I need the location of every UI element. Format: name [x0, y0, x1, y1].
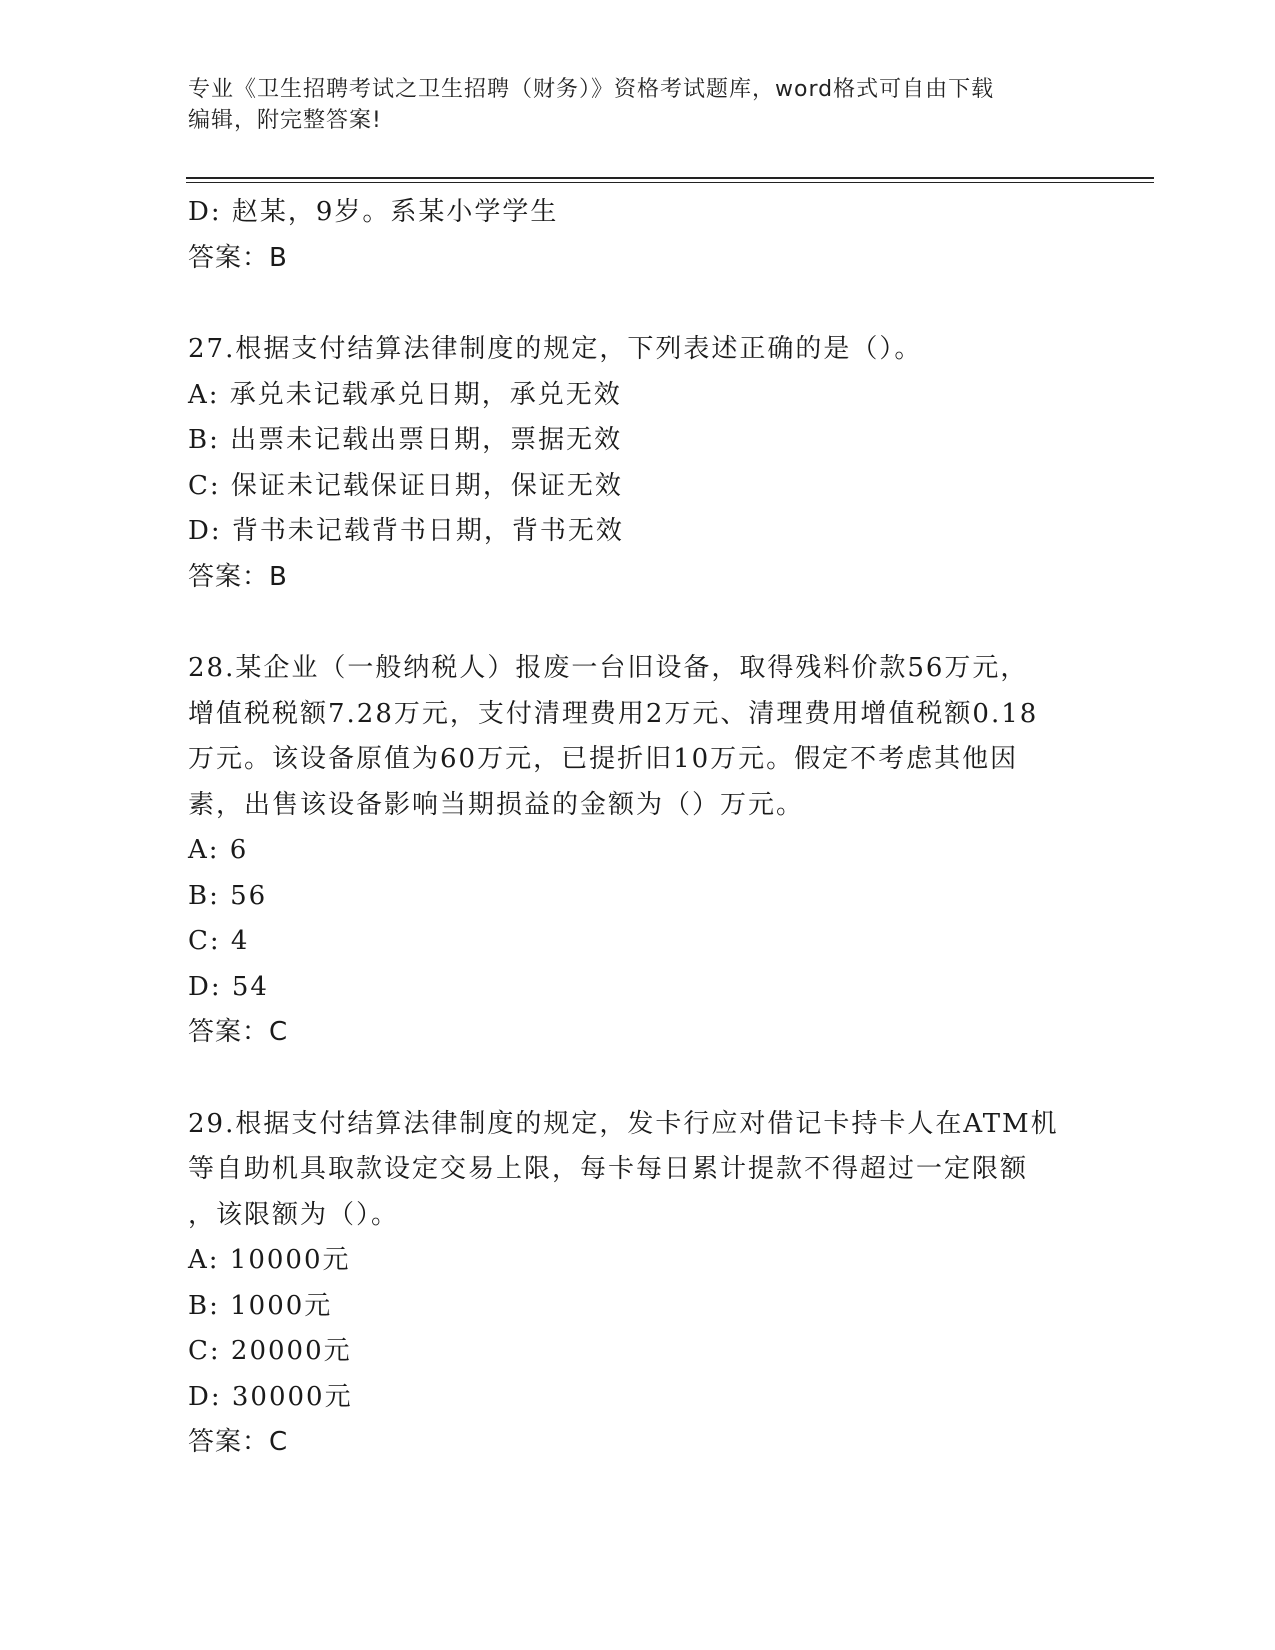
q28-stem-line-4: 素，出售该设备影响当期损益的金额为（）万元。: [188, 789, 805, 820]
q29-option-d: D: 30000元: [188, 1381, 353, 1412]
q27-option-d: D: 背书未记载背书日期，背书无效: [188, 516, 624, 546]
question-29: [188, 1102, 1088, 1466]
q27-stem: 27.根据支付结算法律制度的规定，下列表述正确的是（）。: [188, 334, 923, 364]
q29-option-a: A: 10000元: [188, 1245, 351, 1275]
q27-option-a: A: 承兑未记载承兑日期，承兑无效: [188, 379, 622, 410]
q29-option-c: C: 20000元: [188, 1336, 352, 1366]
q29-option-b: B: 1000元: [188, 1290, 333, 1321]
q27-answer: 答案：B: [188, 561, 288, 592]
question-27: [188, 327, 1088, 600]
q28-answer: 答案：C: [188, 1017, 289, 1047]
q28-option-b: B: 56: [188, 880, 268, 911]
document-header: [188, 74, 1068, 136]
header-divider-thin: [186, 182, 1154, 183]
question-list: [188, 190, 1088, 1466]
q29-answer: 答案：C: [188, 1427, 289, 1457]
header-divider-thick: [186, 177, 1154, 179]
spacer: [188, 281, 1088, 327]
spacer: [188, 1056, 1088, 1102]
q29-stem-line-2: 等自助机具取款设定交易上限，每卡每日累计提款不得超过一定限额: [188, 1154, 1029, 1184]
q26-answer: 答案：B: [188, 242, 288, 273]
q28-stem-line-1: 28.某企业（一般纳税人）报废一台旧设备，取得残料价款56万元，: [188, 653, 1029, 683]
q29-stem-line-1: 29.根据支付结算法律制度的规定，发卡行应对借记卡持卡人在ATM机: [188, 1108, 1059, 1139]
q27-option-c: C: 保证未记载保证日期，保证无效: [188, 470, 623, 501]
q29-stem-line-3: ，该限额为（）。: [188, 1199, 400, 1230]
header-line-1: 专业《卫生招聘考试之卫生招聘（财务）》资格考试题库，word格式可自由下载: [188, 77, 995, 102]
question-26-tail: [188, 190, 1088, 281]
q27-option-b: B: 出票未记载出票日期，票据无效: [188, 425, 623, 455]
q28-stem-line-2: 增值税税额7.28万元，支付清理费用2万元、清理费用增值税额0.18: [188, 698, 1039, 729]
spacer: [188, 600, 1088, 646]
header-line-2: 编辑，附完整答案!: [188, 108, 382, 133]
q28-option-a: A: 6: [188, 835, 249, 865]
q28-option-d: D: 54: [188, 971, 269, 1002]
q26-option-d: D: 赵某，9岁。系某小学学生: [188, 197, 559, 227]
q28-option-c: C: 4: [188, 926, 250, 956]
question-28: [188, 646, 1088, 1056]
q28-stem-line-3: 万元。该设备原值为60万元，已提折旧10万元。假定不考虑其他因: [188, 744, 1019, 774]
